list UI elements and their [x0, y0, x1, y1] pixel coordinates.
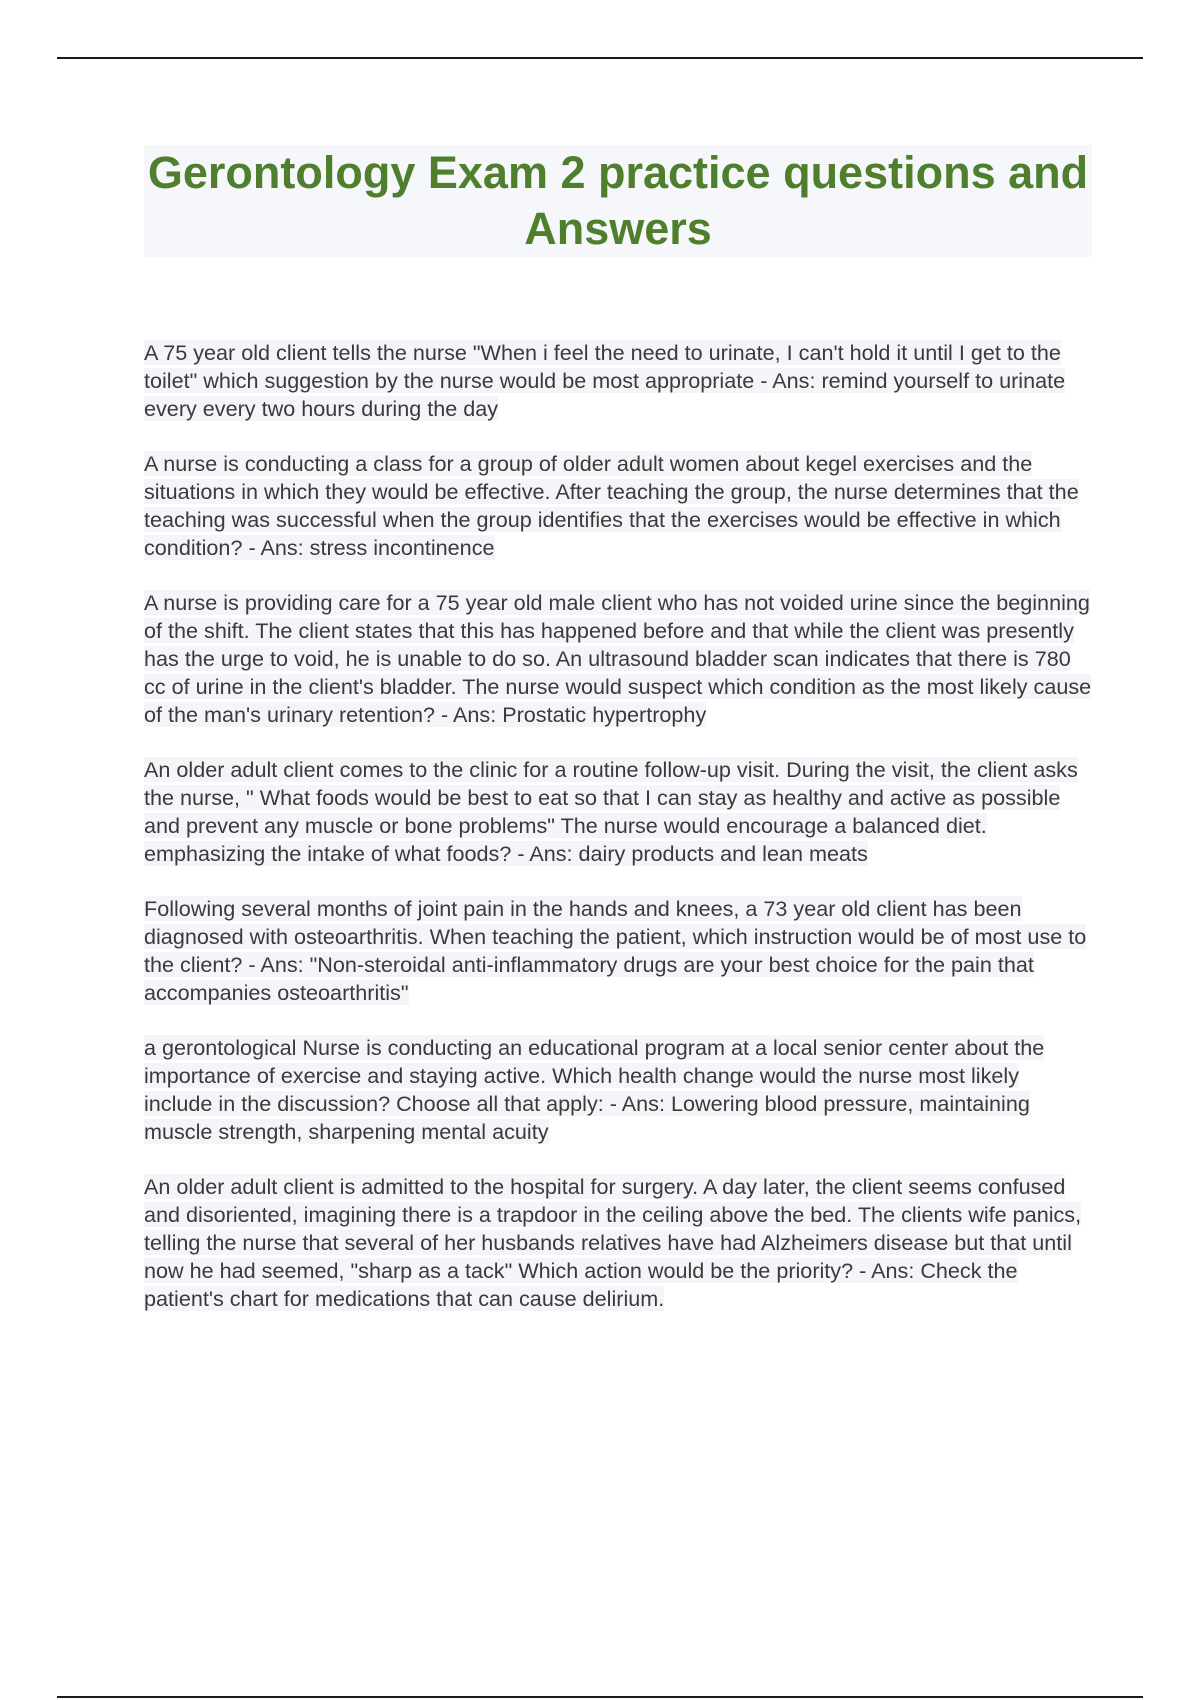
qa-item: [144, 756, 1092, 868]
qa-item: [144, 1034, 1092, 1146]
qa-text: A nurse is conducting a class for a group of older adult women about kegel exercises and the situations in which they would be effective. After teaching the group, the nurse determines that the teaching was successful when the group identifies that the exercises would be effective in which condition? - Ans: stress incontinence: [144, 451, 1079, 560]
qa-text: Following several months of joint pain in the hands and knees, a 73 year old client has been diagnosed with osteoarthritis. When teaching the patient, which instruction would be of most use to the client? - Ans: "Non-steroidal anti-inflammatory drugs are your best choice for the pain that accompanies osteoarthritis": [144, 896, 1087, 1005]
qa-list: [144, 339, 1092, 1340]
title-banner: [144, 145, 1092, 257]
qa-text: A nurse is providing care for a 75 year old male client who has not voided urine since the beginning of the shift. The client states that this has happened before and that while the client was presently has the urge to void, he is unable to do so. An ultrasound bladder scan indicates that there is 780 cc of urine in the client's bladder. The nurse would suspect which condition as the most likely cause of the man's urinary retention? - Ans: Prostatic hypertrophy: [144, 590, 1092, 727]
qa-item: [144, 1173, 1092, 1313]
qa-text: An older adult client is admitted to the hospital for surgery. A day later, the client seems confused and disoriented, imagining there is a trapdoor in the ceiling above the bed. The clients wife panics, telling the nurse that several of her husbands relatives have had Alzheimers disease but that until now he had seemed, "sharp as a tack" Which action would be the priority? - Ans: Check the patient's chart for medications that can cause delirium.: [144, 1174, 1082, 1311]
top-divider: [57, 57, 1143, 59]
bottom-divider: [57, 1696, 1143, 1698]
qa-item: [144, 450, 1092, 562]
qa-text: An older adult client comes to the clinic for a routine follow-up visit. During the visit, the client asks the nurse, " What foods would be best to eat so that I can stay as healthy and active as possible and prevent any muscle or bone problems" The nurse would encourage a balanced diet. emphasizing the intake of what foods? - Ans: dairy products and lean meats: [144, 757, 1078, 866]
qa-item: [144, 589, 1092, 729]
qa-item: [144, 895, 1092, 1007]
page-title: Gerontology Exam 2 practice questions and Answers: [147, 147, 1089, 254]
qa-text: A 75 year old client tells the nurse "When i feel the need to urinate, I can't hold it until I get to the toilet" which suggestion by the nurse would be most appropriate - Ans: remind yourself to urinate every every two hours during the day: [144, 340, 1066, 421]
qa-text: a gerontological Nurse is conducting an educational program at a local senior center about the importance of exercise and staying active. Which health change would the nurse most likely include in the discussion? Choose all that apply: - Ans: Lowering blood pressure, maintaining muscle strength, sharpening mental acuity: [144, 1035, 1045, 1144]
qa-item: [144, 339, 1092, 423]
